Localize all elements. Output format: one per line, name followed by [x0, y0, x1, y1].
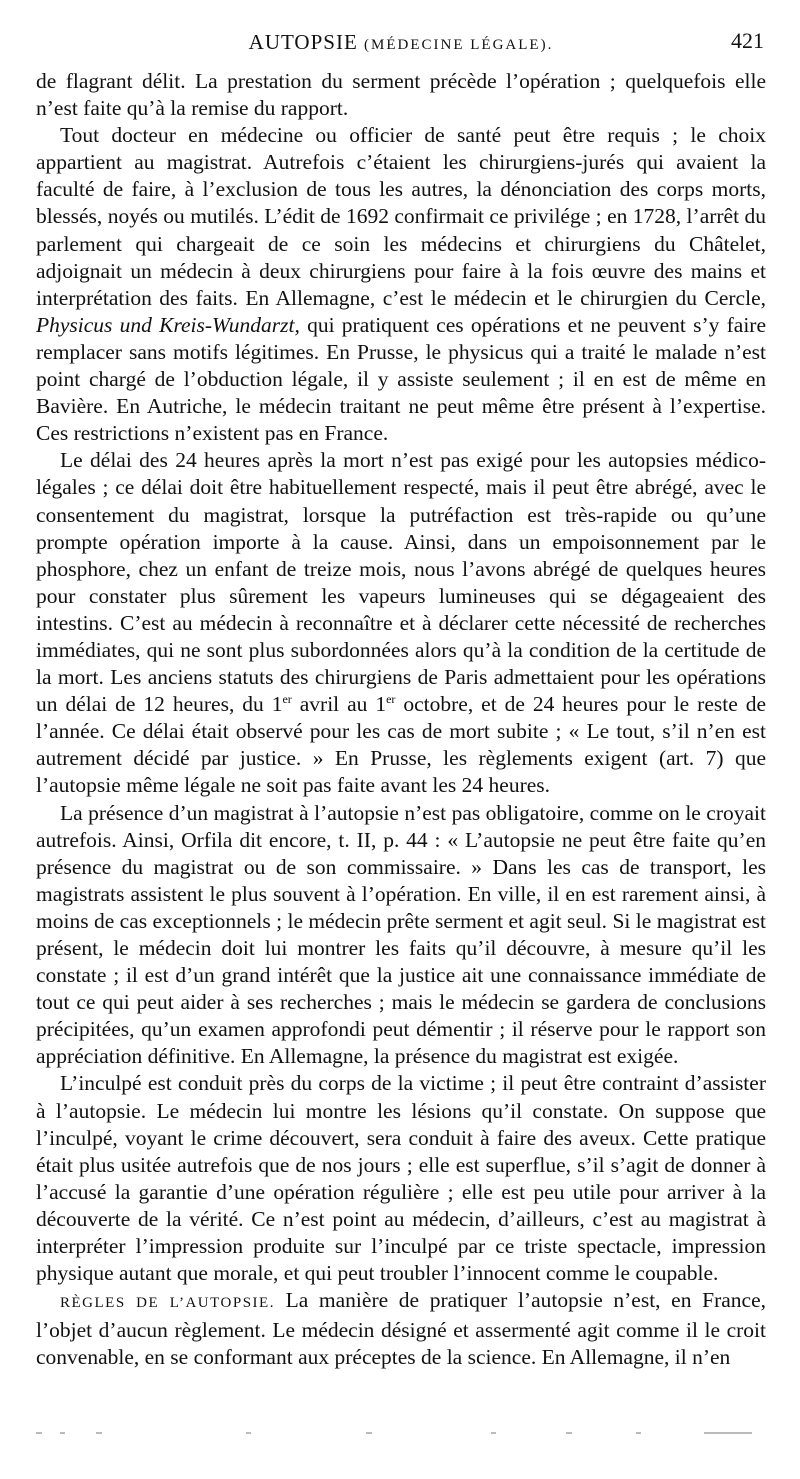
paragraph-6 — [36, 1287, 766, 1371]
running-head — [36, 30, 766, 55]
paragraph-2-italic-term: Physicus und Kreis-Wundarzt, — [36, 312, 300, 337]
print-mark — [636, 1432, 641, 1434]
paragraph-3-text-a: Le délai des 24 heures après la mort n’est pas exigé pour les autopsies médico-légales ; ce délai doit être habituellement respecté, mais il peut être abrégé, avec le consentement du magistrat, lorsque la putréfaction est très-rapide ou qu’une prompte opération importe à la cause. Ainsi, dans un empoisonnement par le phosphore, chez un enfant de treize mois, nous l’avons abrégé de quelques heures pour constater plus sûrement les vapeurs lumineuses qui se dégageaient des intestins. C’est au médecin à reconnaître et à déclarer cette nécessité de recherches immédiates, qui ne sont plus subordonnées alors qu’à la condition de la certitude de la mort. Les anciens statuts des chirurgiens de Paris admettaient pour les opérations un délai de 12 heures, du 1 — [36, 448, 766, 717]
running-head-subtitle: (MÉDECINE LÉGALE). — [364, 37, 554, 53]
paragraph-6-text: La manière de pratiquer l’autopsie n’est, en France, l’objet d’aucun règlement. Le médecin désigné et assermenté agit comme il le croit convenable, en se conformant aux préceptes de la science. En Allemagne, il n’en — [36, 1288, 766, 1370]
paragraph-2-text-b: qui pratiquent ces opérations et ne peuvent s’y faire remplacer sans motifs légitimes. En Prusse, le physicus qui a traité le malade n’est point chargé de l’obduction légale, il y assiste seulement ; il en est de même en Bavière. En Autriche, le médecin traitant ne peut même être présent à l’expertise. Ces restrictions n’existent pas en France. — [36, 312, 766, 446]
paragraph-2 — [36, 122, 766, 447]
running-head-title: AUTOPSIE — [248, 30, 358, 54]
paragraph-3-text-b: avril au 1 — [291, 692, 387, 717]
paragraph-5: L’inculpé est conduit près du corps de la victime ; il peut être contraint d’assister à l’autopsie. Le médecin lui montre les lésions qu’il constate. On suppose que l’inculpé, voyant le crime découvert, sera conduit à faire des aveux. Cette pratique était plus usitée autrefois que de nos jours ; elle est superflue, s’il s’agit de donner à l’accusé la garantie d’une opération régulière ; elle est peu utile pour arriver à la découverte de la vérité. Ce n’est point au médecin, d’ailleurs, c’est au magistrat à interpréter l’impression produite sur l’inculpé par ce triste spectacle, impression physique autant que morale, et qui peut troubler l’innocent comme le coupable. — [36, 1071, 766, 1286]
paragraph-4: La présence d’un magistrat à l’autopsie n’est pas obligatoire, comme on le croyait autrefois. Ainsi, Orfila dit encore, t. II, p. 44 : « L’autopsie ne peut être faite qu’en présence du magistrat ou de son commissaire. » Dans les cas de transport, les magistrats assistent le plus souvent à l’opération. En ville, il en est rarement ainsi, à moins de cas exceptionnels ; le médecin prête serment et agit seul. Si le magistrat est présent, le médecin doit lui montrer les faits qu’il découvre, à mesure qu’il les constate ; il est d’un grand intérêt que la justice ait une connaissance immédiate de tout ce qui peut aider à ses recherches ; mais le médecin se gardera de conclusions précipitées, qu’un examen approfondi peut démentir ; il réserve pour le rapport son appréciation définitive. En Allemagne, la présence du magistrat est exigée. — [36, 800, 766, 1069]
ordinal-suffix: er — [282, 692, 292, 706]
print-mark — [491, 1432, 496, 1434]
paragraph-3-text-c: octobre, et de 24 heures pour le reste de l’année. Ce délai était observé pour les cas de mort subite ; « Le tout, s’il n’en est autrement décidé par justice. » En Prusse, les règlements exigent (art. 7) que l’autopsie même légale ne soit pas faite avant les 24 heures. — [36, 692, 766, 798]
print-mark — [704, 1432, 752, 1434]
page-number: 421 — [731, 28, 764, 53]
paragraph-1: de flagrant délit. La prestation du serment précède l’opération ; quelquefois elle n’est faite qu’à la remise du rapport. — [36, 69, 766, 121]
print-mark — [566, 1432, 572, 1434]
print-mark — [366, 1432, 372, 1434]
ordinal-suffix: er — [386, 692, 396, 706]
page-header — [36, 28, 766, 58]
print-mark — [246, 1432, 251, 1434]
paragraph-2-text-a: Tout docteur en médecine ou officier de santé peut être requis ; le choix appartient au magistrat. Autrefois c’étaient les chirurgiens-jurés qui avaient la faculté de faire, à l’exclusion de tous les autres, la dénonciation des corps morts, blessés, noyés ou mutilés. L’édit de 1692 confirmait ce privilége ; en 1728, l’arrêt du parlement qui chargeait de ce soin les médecins et chirurgiens du Châtelet, adjoignait un médecin à deux chirurgiens pour faire à la fois œuvre des mains et interprétation des faits. En Allemagne, c’est le médecin et le chirurgien du Cercle, — [36, 123, 766, 310]
body-text — [36, 68, 766, 1372]
print-mark — [60, 1432, 65, 1434]
print-mark — [36, 1432, 42, 1434]
section-heading: RÈGLES DE L’AUTOPSIE. — [60, 1295, 275, 1312]
bottom-print-marks — [36, 1432, 766, 1442]
paragraph-3 — [36, 447, 766, 799]
print-mark — [96, 1432, 102, 1434]
